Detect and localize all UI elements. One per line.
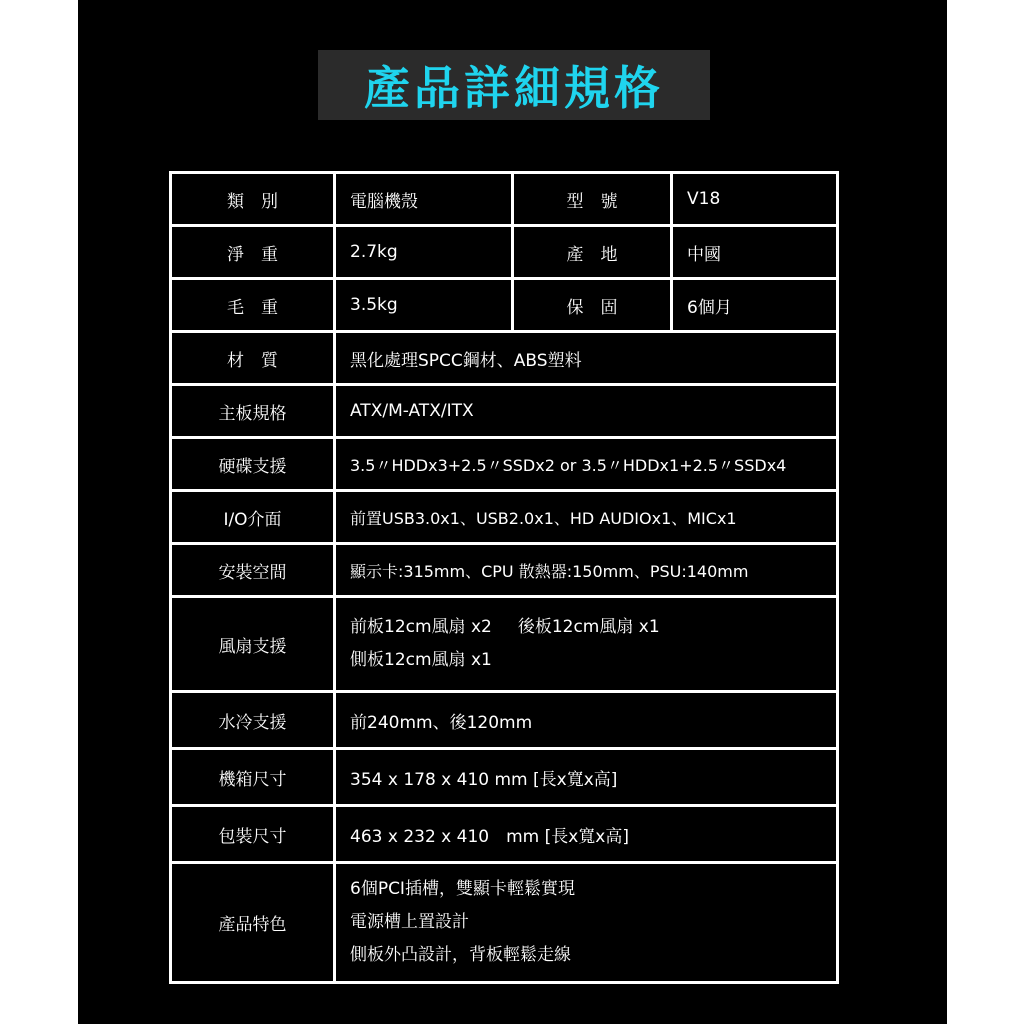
table-row: [171, 385, 838, 438]
value-drive-support: 3.5〃HDDx3+2.5〃SSDx2 or 3.5〃HDDx1+2.5〃SSDx4: [335, 438, 838, 491]
label-io: I/O介面: [171, 491, 335, 544]
feature-2: 電源槽上置設計: [350, 912, 469, 932]
spec-table: [169, 171, 839, 984]
table-row: [171, 173, 838, 226]
fan-rear: 後板12cm風扇 x1: [517, 617, 660, 637]
value-features: [335, 863, 838, 983]
table-row: [171, 226, 838, 279]
value-origin: 中國: [672, 226, 838, 279]
table-row: [171, 438, 838, 491]
value-package-size: 463 x 232 x 410 mm [長x寬x高]: [335, 806, 838, 863]
fan-side: 側板12cm風扇 x1: [350, 650, 492, 670]
value-category: 電腦機殼: [335, 173, 513, 226]
table-row: [171, 749, 838, 806]
page-title: 產品詳細規格: [364, 61, 664, 115]
value-material: 黑化處理SPCC鋼材、ABS塑料: [335, 332, 838, 385]
value-model: V18: [672, 173, 838, 226]
table-row: [171, 806, 838, 863]
table-row: [171, 279, 838, 332]
value-net-weight: 2.7kg: [335, 226, 513, 279]
table-row: [171, 332, 838, 385]
table-row: [171, 491, 838, 544]
label-package-size: 包裝尺寸: [171, 806, 335, 863]
value-motherboard: ATX/M-ATX/ITX: [335, 385, 838, 438]
value-gross-weight: 3.5kg: [335, 279, 513, 332]
table-row: [171, 544, 838, 597]
label-motherboard: 主板規格: [171, 385, 335, 438]
label-warranty: 保 固: [513, 279, 672, 332]
label-category: 類 別: [171, 173, 335, 226]
value-case-size: 354 x 178 x 410 mm [長x寬x高]: [335, 749, 838, 806]
value-warranty: 6個月: [672, 279, 838, 332]
value-fan-support: [335, 597, 838, 692]
table-row: [171, 597, 838, 692]
label-fan-support: 風扇支援: [171, 597, 335, 692]
fan-front: 前板12cm風扇 x2: [350, 617, 492, 637]
label-clearance: 安裝空間: [171, 544, 335, 597]
feature-1: 6個PCI插槽，雙顯卡輕鬆實現: [350, 879, 575, 899]
label-model: 型 號: [513, 173, 672, 226]
value-water-cooling: 前240mm、後120mm: [335, 692, 838, 749]
fan-line-1: [350, 611, 822, 644]
label-features: 產品特色: [171, 863, 335, 983]
table-row: [171, 863, 838, 983]
feature-3: 側板外凸設計，背板輕鬆走線: [350, 945, 571, 965]
label-gross-weight: 毛 重: [171, 279, 335, 332]
label-case-size: 機箱尺寸: [171, 749, 335, 806]
label-drive-support: 硬碟支援: [171, 438, 335, 491]
label-material: 材 質: [171, 332, 335, 385]
label-origin: 產 地: [513, 226, 672, 279]
label-water-cooling: 水冷支援: [171, 692, 335, 749]
title-banner: [318, 50, 710, 120]
table-row: [171, 692, 838, 749]
value-io: 前置USB3.0x1、USB2.0x1、HD AUDIOx1、MICx1: [335, 491, 838, 544]
label-net-weight: 淨 重: [171, 226, 335, 279]
value-clearance: 顯示卡:315mm、CPU 散熱器:150mm、PSU:140mm: [335, 544, 838, 597]
